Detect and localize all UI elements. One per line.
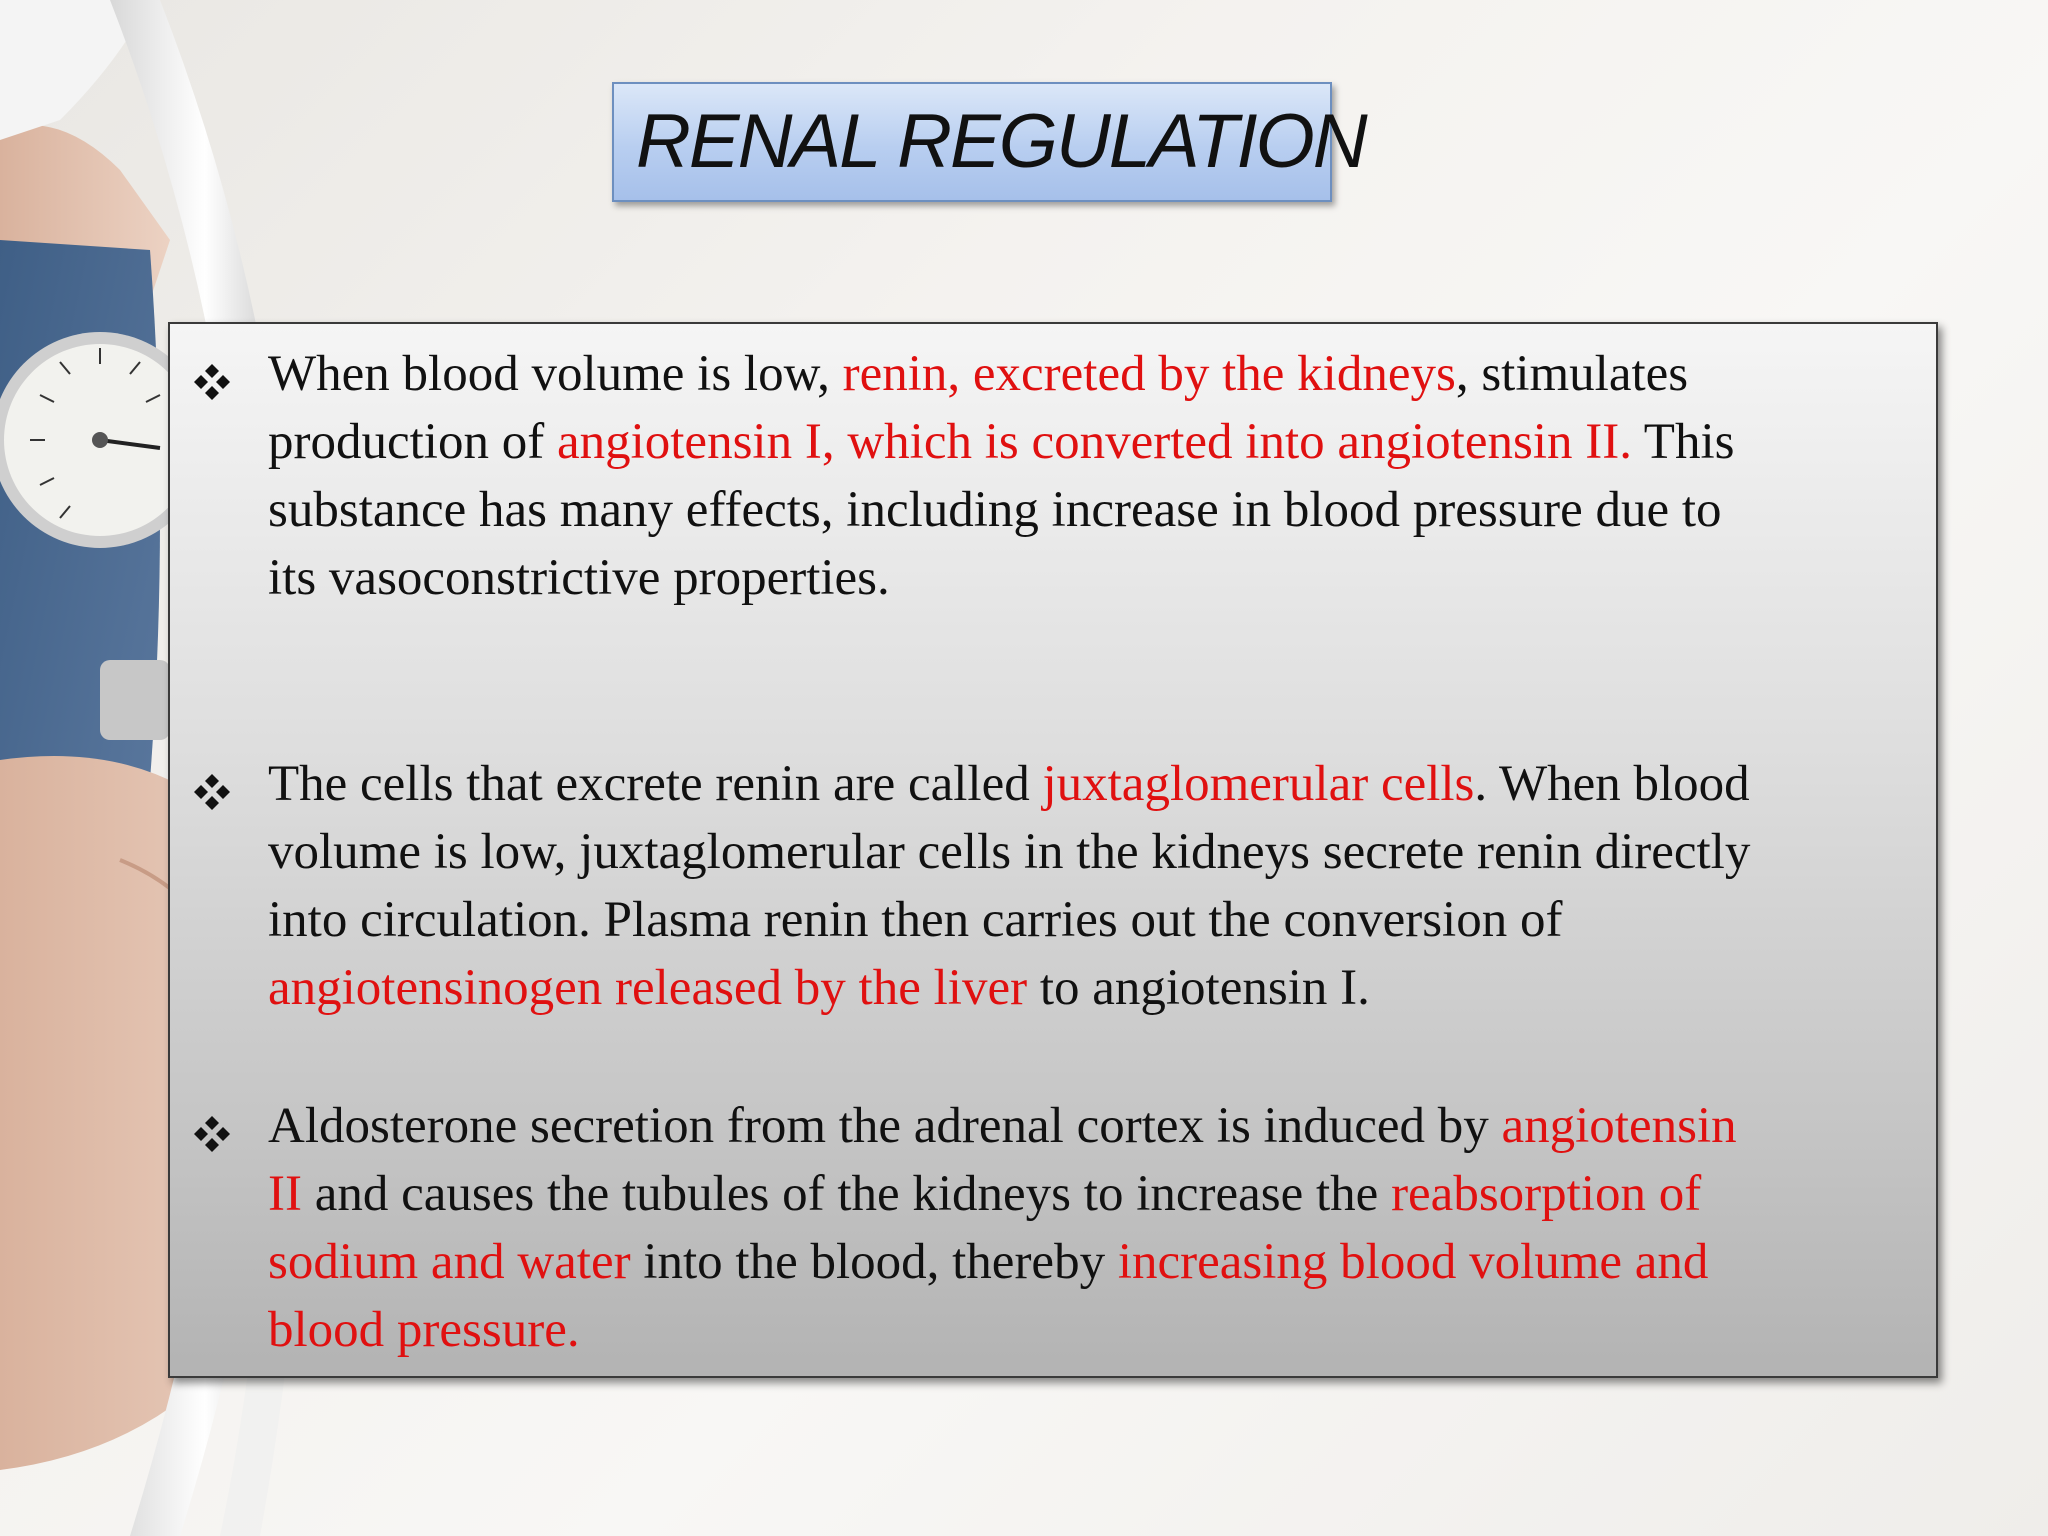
text-run: Aldosterone secretion from the adrenal cortex is induced by bbox=[268, 1098, 1502, 1154]
bullet-text bbox=[268, 340, 1932, 612]
bullet-text bbox=[268, 750, 1932, 1022]
text-run: and causes the tubules of the kidneys to increase the bbox=[301, 1166, 1392, 1222]
highlight-text: angiotensin I, which is converted into angiotensin II. bbox=[556, 414, 1632, 470]
text-line bbox=[268, 1160, 1932, 1228]
highlight-text: angiotensin bbox=[1501, 1098, 1737, 1154]
text-line bbox=[268, 1092, 1932, 1160]
text-run: This bbox=[1631, 414, 1735, 470]
four-diamond-bullet-icon bbox=[192, 772, 232, 812]
text-line bbox=[268, 954, 1932, 1022]
text-line bbox=[268, 886, 1932, 954]
text-line bbox=[268, 818, 1932, 886]
highlight-text: reabsorption of bbox=[1391, 1166, 1702, 1222]
text-line bbox=[268, 544, 1932, 612]
content-box bbox=[168, 322, 1938, 1378]
text-run: . When blood bbox=[1474, 756, 1750, 812]
text-line bbox=[268, 1296, 1932, 1364]
slide-title: RENAL REGULATION bbox=[636, 99, 1366, 184]
text-run: to angiotensin I. bbox=[1027, 960, 1370, 1016]
text-run: volume is low, juxtaglomerular cells in the kidneys secrete renin directly bbox=[268, 824, 1751, 880]
text-run: production of bbox=[268, 414, 557, 470]
bullet-text bbox=[268, 1092, 1932, 1364]
text-line bbox=[268, 750, 1932, 818]
text-line bbox=[268, 408, 1932, 476]
highlight-text: sodium and water bbox=[268, 1234, 631, 1290]
highlight-text: increasing blood volume and bbox=[1117, 1234, 1709, 1290]
text-run: into circulation. Plasma renin then carries out the conversion of bbox=[268, 892, 1563, 948]
highlight-text: blood pressure. bbox=[268, 1302, 580, 1358]
text-run: into the blood, thereby bbox=[630, 1234, 1118, 1290]
text-line bbox=[268, 1228, 1932, 1296]
text-run: substance has many effects, including increase in blood pressure due to bbox=[268, 482, 1722, 538]
text-run: , stimulates bbox=[1455, 346, 1689, 402]
text-run: The cells that excrete renin are called bbox=[268, 756, 1043, 812]
highlight-text: renin, excreted by the kidneys bbox=[842, 346, 1456, 402]
title-box bbox=[612, 82, 1366, 202]
four-diamond-bullet-icon bbox=[192, 1114, 232, 1154]
highlight-text: angiotensinogen released by the liver bbox=[268, 960, 1028, 1016]
text-run: When blood volume is low, bbox=[268, 346, 843, 402]
four-diamond-bullet-icon bbox=[192, 362, 232, 402]
text-run: its vasoconstrictive properties. bbox=[268, 550, 890, 606]
text-line bbox=[268, 476, 1932, 544]
highlight-text: juxtaglomerular cells bbox=[1042, 756, 1475, 812]
highlight-text: II bbox=[268, 1166, 302, 1222]
text-line bbox=[268, 340, 1932, 408]
